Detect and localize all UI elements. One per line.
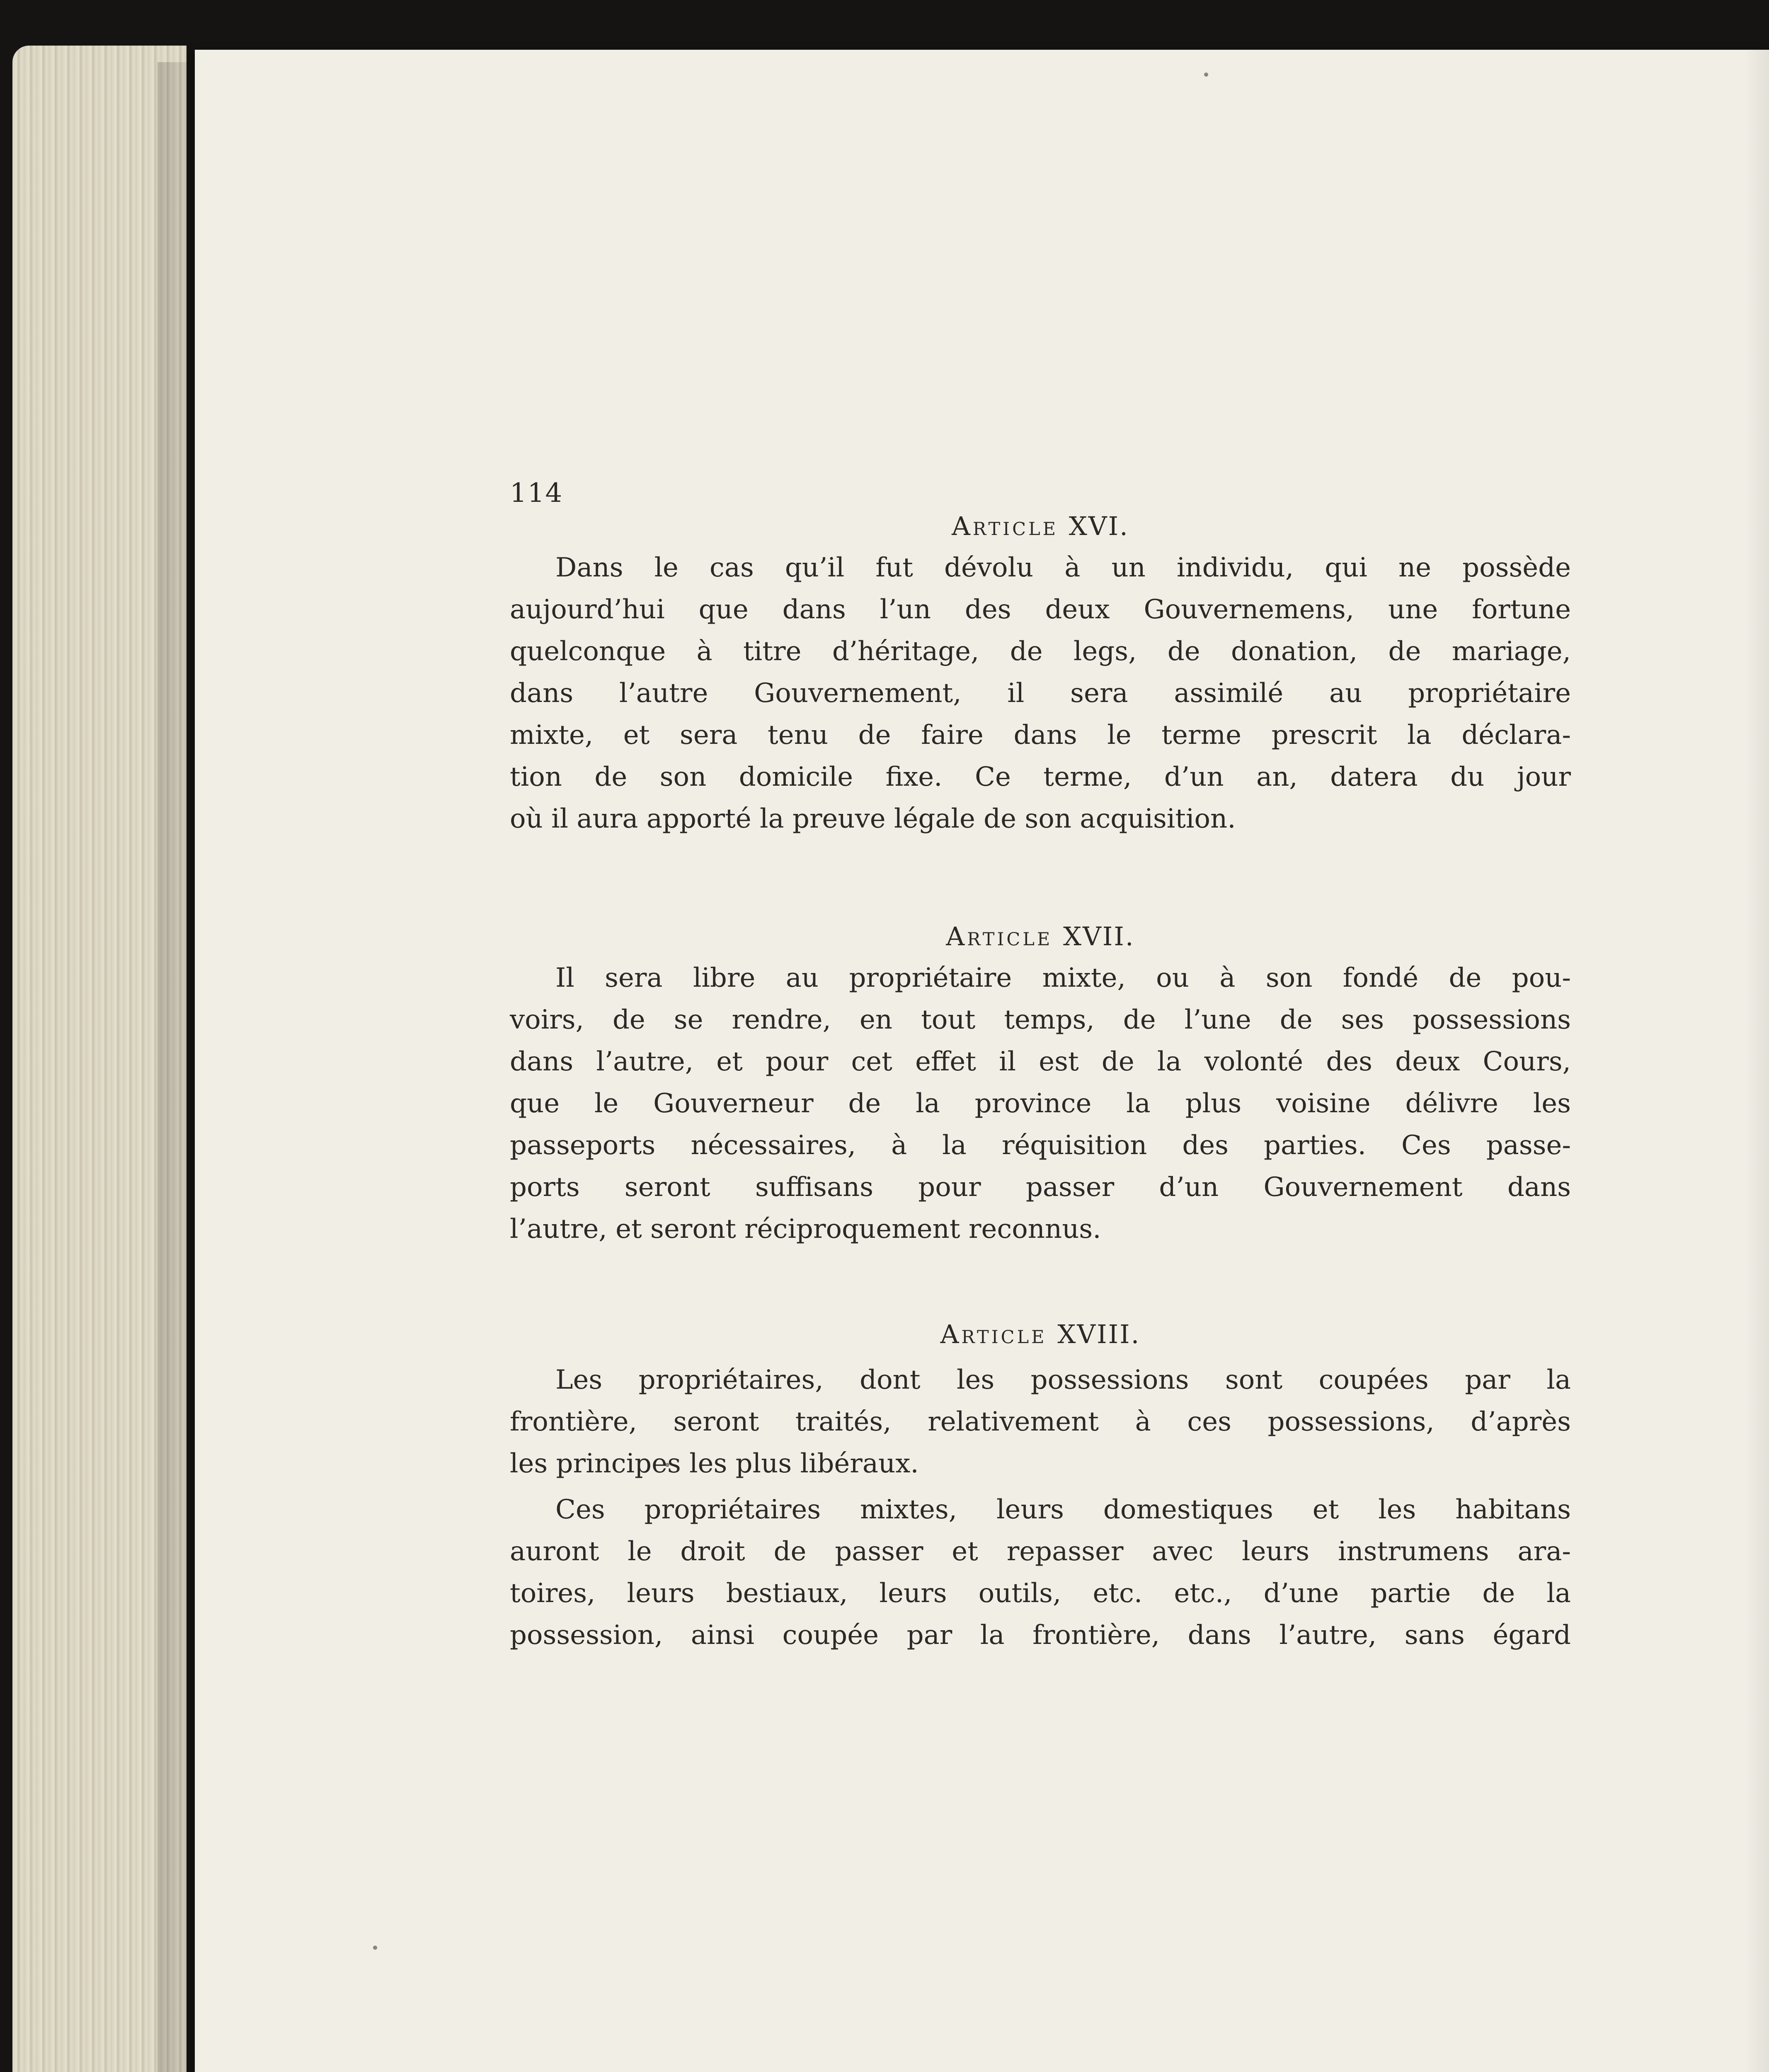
text-line: frontière, seront traités, relativement à ces possessions, d’après (510, 1406, 1571, 1437)
article-heading-number: XVI. (1069, 511, 1129, 541)
article-heading (510, 1318, 1571, 1351)
text-line: les principes les plus libéraux. (510, 1448, 919, 1479)
text-line: Les propriétaires, dont les possessions sont coupées par la (555, 1365, 1571, 1395)
text-line: voirs, de se rendre, en tout temps, de l’une de ses possessions (510, 1005, 1571, 1035)
paper-speck (1204, 73, 1208, 77)
text-line: Il sera libre au propriétaire mixte, ou à son fondé de pou- (555, 963, 1571, 993)
article-heading-number: XVII. (1063, 921, 1135, 951)
text-line: mixte, et sera tenu de faire dans le terme prescrit la déclara- (510, 720, 1571, 750)
article-paragraph (510, 547, 1571, 840)
article-paragraph (510, 1489, 1571, 1656)
article-heading-word: Article (940, 1319, 1047, 1349)
text-line: Dans le cas qu’il fut dévolu à un individu, qui ne possède (555, 552, 1571, 583)
text-line: dans l’autre, et pour cet effet il est de la volonté des deux Cours, (510, 1046, 1571, 1077)
text-line: ports seront suffisans pour passer d’un Gouvernement dans (510, 1172, 1571, 1203)
article-heading (510, 920, 1571, 953)
text-line: quelconque à titre d’héritage, de legs, de donation, de mariage, (510, 636, 1571, 667)
article-heading-word: Article (946, 921, 1053, 951)
article-paragraph (510, 1359, 1571, 1485)
article-paragraph (510, 957, 1571, 1250)
text-line: où il aura apporté la preuve légale de son acquisition. (510, 804, 1236, 834)
text-line: possession, ainsi coupée par la frontière, dans l’autre, sans égard (510, 1620, 1571, 1651)
text-line: aujourd’hui que dans l’un des deux Gouvernemens, une fortune (510, 594, 1571, 625)
article-17 (510, 920, 1571, 1250)
text-line: tion de son domicile fixe. Ce terme, d’un an, datera du jour (510, 762, 1571, 792)
article-heading-word: Article (952, 511, 1059, 541)
article-16 (510, 510, 1571, 840)
text-line: toires, leurs bestiaux, leurs outils, etc. etc., d’une partie de la (510, 1578, 1571, 1609)
page-curl-shading (1744, 50, 1769, 2072)
text-line: dans l’autre Gouvernement, il sera assimilé au propriétaire (510, 678, 1571, 709)
text-line: l’autre, et seront réciproquement reconnus. (510, 1214, 1101, 1244)
article-heading (510, 510, 1571, 543)
page-number: 114 (510, 478, 563, 508)
text-line: passeports nécessaires, à la réquisition des parties. Ces passe- (510, 1130, 1571, 1161)
text-line: Ces propriétaires mixtes, leurs domestiques et les habitans (555, 1494, 1571, 1525)
paper-speck (373, 1946, 377, 1950)
article-18 (510, 1318, 1571, 1656)
text-line: auront le droit de passer et repasser avec leurs instrumens ara- (510, 1536, 1571, 1567)
text-line: que le Gouverneur de la province la plus voisine délivre les (510, 1088, 1571, 1119)
article-heading-number: XVIII. (1057, 1319, 1141, 1349)
